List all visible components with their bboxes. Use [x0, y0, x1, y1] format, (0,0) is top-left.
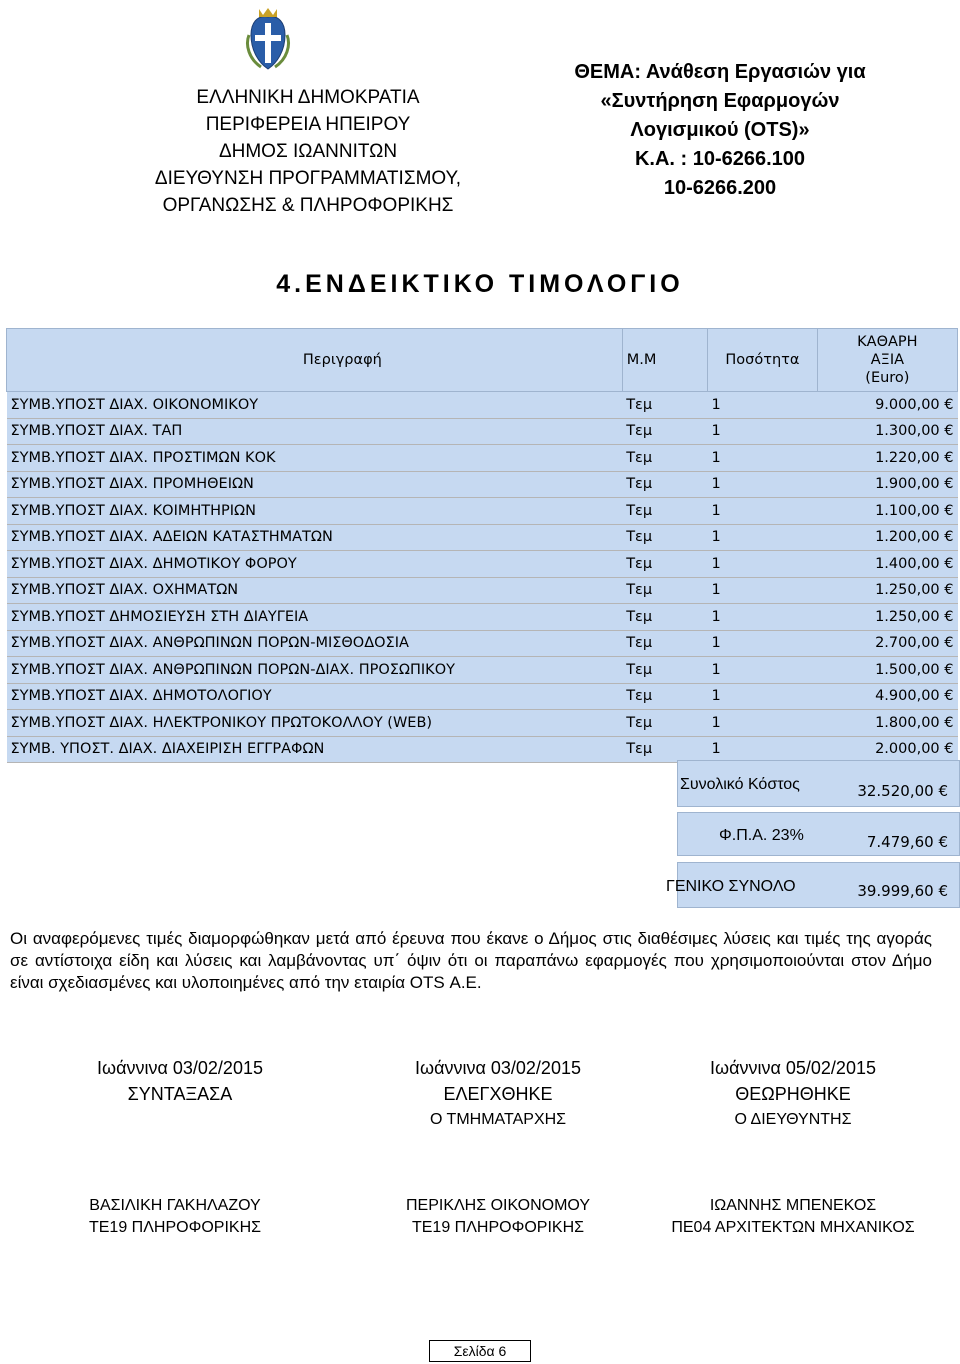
cell-unit: Τεμ [622, 392, 707, 419]
table-row [7, 604, 958, 631]
table-row [7, 498, 958, 525]
euro-icon: € [944, 449, 954, 466]
cell-description: ΣΥΜΒ.ΥΠΟΣΤ ΔΙΑΧ. ΚΟΙΜΗΤΗΡΙΩΝ [7, 498, 623, 525]
header-description: Περιγραφή [7, 329, 623, 392]
vat-label: Φ.Π.Α. 23% [719, 827, 804, 844]
cell-quantity: 1 [708, 551, 818, 578]
table-row [7, 445, 958, 472]
cell-unit: Τεμ [622, 551, 707, 578]
cell-unit: Τεμ [622, 683, 707, 710]
table-row [7, 736, 958, 763]
subject-block [515, 58, 925, 203]
cell-value [817, 657, 957, 684]
euro-icon: € [944, 476, 954, 493]
header-value-line: ΚΑΘΑΡΗ [857, 334, 918, 350]
document-title: 4.ΕΝΔΕΙΚΤΙΚΟ ΤΙΜΟΛΟΓΙΟ [276, 270, 684, 298]
signature-date: Ιωάννινα 05/02/2015 [710, 1058, 876, 1078]
page-number: Σελίδα 6 [429, 1340, 531, 1362]
subject-line: «Συντήρηση Εφαρμογών [600, 90, 840, 112]
cell-value [817, 524, 957, 551]
euro-icon: € [944, 608, 954, 625]
signatory-block [338, 1195, 658, 1239]
table-row [7, 577, 958, 604]
cell-amount: 1.250,00 [875, 582, 940, 599]
cell-amount: 1.250,00 [875, 608, 940, 625]
cell-description: ΣΥΜΒ.ΥΠΟΣΤ ΔΙΑΧ. ΔΗΜΟΤΟΛΟΓΙΟΥ [7, 683, 623, 710]
header-value [817, 329, 957, 392]
total-amount: 32.520,00 [857, 782, 934, 800]
cell-quantity: 1 [708, 736, 818, 763]
signatory-block [15, 1195, 335, 1239]
table-row [7, 683, 958, 710]
issuer-line: ΠΕΡΙΦΕΡΕΙΑ ΗΠΕΙΡΟΥ [205, 114, 411, 135]
euro-icon: € [938, 882, 948, 900]
cell-amount: 1.500,00 [875, 661, 940, 678]
cell-description: ΣΥΜΒ.ΥΠΟΣΤ ΔΙΑΧ. ΠΡΟΜΗΘΕΙΩΝ [7, 471, 623, 498]
vat-amount: 7.479,60 [866, 833, 934, 851]
cell-description: ΣΥΜΒ.ΥΠΟΣΤ ΔΙΑΧ. ΠΡΟΣΤΙΜΩΝ ΚΟΚ [7, 445, 623, 472]
signature-block [348, 1055, 648, 1133]
pricing-note: Οι αναφερόμενες τιμές διαμορφώθηκαν μετά από έρευνα που έκανε ο Δήμος στις διαθέσιμες λύσεις και τιμές της αγοράς σε αντίστοιχα είδη και λύσεις και λαμβάνοντας υπ΄ όψιν ότι οι παραπάνω εφαρμογές που χρησιμοποιούνται στον Δήμο είναι σχεδιασμένες και υλοποιημένες από την εταιρία OTS Α.Ε. [10, 929, 932, 992]
euro-icon: € [944, 423, 954, 440]
cell-amount: 1.220,00 [875, 449, 940, 466]
cell-value [817, 418, 957, 445]
euro-icon: € [944, 661, 954, 678]
cell-amount: 1.200,00 [875, 529, 940, 546]
signatory-block [633, 1195, 953, 1239]
subject-line: ΘΕΜΑ: Ανάθεση Εργασιών για [574, 61, 866, 83]
subject-line: Κ.Α. : 10-6266.100 [634, 148, 806, 170]
signature-title: Ο ΤΜΗΜΑΤΑΡΧΗΣ [429, 1111, 567, 1128]
table-row [7, 710, 958, 737]
euro-icon: € [944, 502, 954, 519]
cell-unit: Τεμ [622, 418, 707, 445]
euro-icon: € [944, 582, 954, 599]
euro-icon: € [944, 714, 954, 731]
cell-description: ΣΥΜΒ.ΥΠΟΣΤ ΔΙΑΧ. ΟΧΗΜΑΤΩΝ [7, 577, 623, 604]
table-row [7, 657, 958, 684]
signature-role: ΕΛΕΓΧΘΗΚΕ [443, 1084, 553, 1104]
cell-quantity: 1 [708, 683, 818, 710]
cell-value [817, 630, 957, 657]
cell-quantity: 1 [708, 657, 818, 684]
cell-quantity: 1 [708, 710, 818, 737]
signature-block [30, 1055, 330, 1107]
cell-value [817, 683, 957, 710]
signature-date: Ιωάννινα 03/02/2015 [415, 1058, 581, 1078]
cell-value [817, 392, 957, 419]
cell-quantity: 1 [708, 524, 818, 551]
cell-unit: Τεμ [622, 445, 707, 472]
table-header-row [7, 329, 958, 392]
euro-icon: € [938, 782, 948, 800]
signature-role: ΣΥΝΤΑΞΑΣΑ [127, 1084, 233, 1104]
euro-icon: € [944, 396, 954, 413]
cell-description: ΣΥΜΒ.ΥΠΟΣΤ ΔΙΑΧ. ΟΙΚΟΝΟΜΙΚΟΥ [7, 392, 623, 419]
signatory-name: ΒΑΣΙΛΙΚΗ ΓΑΚΗΛΑΖΟΥ [89, 1197, 261, 1214]
table-row [7, 418, 958, 445]
cell-unit: Τεμ [622, 736, 707, 763]
cell-value [817, 445, 957, 472]
issuer-line: ΕΛΛΗΝΙΚΗ ΔΗΜΟΚΡΑΤΙΑ [196, 87, 420, 108]
subject-line: Λογισμικού (OTS)» [630, 119, 810, 141]
issuer-line: ΟΡΓΑΝΩΣΗΣ & ΠΛΗΡΟΦΟΡΙΚΗΣ [162, 195, 454, 216]
cell-quantity: 1 [708, 445, 818, 472]
total-label: Συνολικό Κόστος [680, 776, 800, 793]
grand-total-value [830, 882, 948, 900]
signatory-rank: ΠΕ04 ΑΡΧΙΤΕΚΤΩΝ ΜΗΧΑΝΙΚΟΣ [671, 1219, 915, 1236]
cell-description: ΣΥΜΒ.ΥΠΟΣΤ ΔΙΑΧ. ΑΝΘΡΩΠΙΝΩΝ ΠΟΡΩΝ-ΜΙΣΘΟΔΟΣΙΑ [7, 630, 623, 657]
cell-amount: 2.000,00 [875, 741, 940, 758]
grand-total-label: ΓΕΝΙΚΟ ΣΥΝΟΛΟ [666, 878, 796, 895]
cell-amount: 1.900,00 [875, 476, 940, 493]
cell-unit: Τεμ [622, 577, 707, 604]
cell-description: ΣΥΜΒ.ΥΠΟΣΤ ΔΙΑΧ. ΗΛΕΚΤΡΟΝΙΚΟΥ ΠΡΩΤΟΚΟΛΛΟΥ (WEB) [7, 710, 623, 737]
cell-amount: 1.400,00 [875, 555, 940, 572]
table-row [7, 551, 958, 578]
total-value [830, 782, 948, 800]
euro-icon: € [944, 688, 954, 705]
price-table [6, 328, 958, 763]
issuer-line: ΔΙΕΥΘΥΝΣΗ ΠΡΟΓΡΑΜΜΑΤΙΣΜΟΥ, [154, 168, 462, 189]
cell-amount: 1.300,00 [875, 423, 940, 440]
header-quantity: Ποσότητα [708, 329, 818, 392]
cell-unit: Τεμ [622, 630, 707, 657]
cell-quantity: 1 [708, 577, 818, 604]
euro-icon: € [944, 555, 954, 572]
cell-description: ΣΥΜΒ.ΥΠΟΣΤ ΔΙΑΧ. ΑΝΘΡΩΠΙΝΩΝ ΠΟΡΩΝ-ΔΙΑΧ. ΠΡΟΣΩΠΙΚΟΥ [7, 657, 623, 684]
signatory-rank: ΤΕ19 ΠΛΗΡΟΦΟΡΙΚΗΣ [88, 1219, 262, 1236]
signature-date: Ιωάννινα 03/02/2015 [97, 1058, 263, 1078]
table-row [7, 392, 958, 419]
cell-description: ΣΥΜΒ.ΥΠΟΣΤ ΔΙΑΧ. ΔΗΜΟΤΙΚΟΥ ΦΟΡΟΥ [7, 551, 623, 578]
signature-title: Ο ΔΙΕΥΘΥΝΤΗΣ [734, 1111, 852, 1128]
table-row [7, 524, 958, 551]
cell-unit: Τεμ [622, 524, 707, 551]
cell-quantity: 1 [708, 392, 818, 419]
header-value-line: (Euro) [865, 370, 910, 386]
cell-quantity: 1 [708, 630, 818, 657]
table-row [7, 630, 958, 657]
issuer-line: ΔΗΜΟΣ ΙΩΑΝΝΙΤΩΝ [218, 141, 398, 162]
euro-icon: € [944, 741, 954, 758]
cell-description: ΣΥΜΒ.ΥΠΟΣΤ ΔΙΑΧ. ΤΑΠ [7, 418, 623, 445]
table-row [7, 471, 958, 498]
cell-unit: Τεμ [622, 604, 707, 631]
signature-block [643, 1055, 943, 1133]
signatory-rank: ΤΕ19 ΠΛΗΡΟΦΟΡΙΚΗΣ [411, 1219, 585, 1236]
cell-unit: Τεμ [622, 710, 707, 737]
greek-coat-of-arms-icon [243, 5, 293, 75]
cell-value [817, 471, 957, 498]
euro-icon: € [938, 833, 948, 851]
cell-quantity: 1 [708, 471, 818, 498]
cell-description: ΣΥΜΒ.ΥΠΟΣΤ ΔΗΜΟΣΙΕΥΣΗ ΣΤΗ ΔΙΑΥΓΕΙΑ [7, 604, 623, 631]
cell-quantity: 1 [708, 498, 818, 525]
cell-value [817, 577, 957, 604]
cell-description: ΣΥΜΒ.ΥΠΟΣΤ ΔΙΑΧ. ΑΔΕΙΩΝ ΚΑΤΑΣΤΗΜΑΤΩΝ [7, 524, 623, 551]
cell-value [817, 736, 957, 763]
signatory-name: ΠΕΡΙΚΛΗΣ ΟΙΚΟΝΟΜΟΥ [405, 1197, 591, 1214]
cell-amount: 9.000,00 [875, 396, 940, 413]
cell-value [817, 710, 957, 737]
cell-amount: 1.100,00 [875, 502, 940, 519]
grand-total-amount: 39.999,60 [857, 882, 934, 900]
vat-value [830, 833, 948, 851]
signatory-name: ΙΩΑΝΝΗΣ ΜΠΕΝΕΚΟΣ [709, 1197, 877, 1214]
signature-role: ΘΕΩΡΗΘΗΚΕ [735, 1084, 851, 1104]
cell-amount: 2.700,00 [875, 635, 940, 652]
cell-value [817, 498, 957, 525]
euro-icon: € [944, 635, 954, 652]
cell-amount: 1.800,00 [875, 714, 940, 731]
cell-value [817, 551, 957, 578]
cell-quantity: 1 [708, 604, 818, 631]
subject-line: 10-6266.200 [663, 177, 777, 199]
header-value-line: ΑΞΙΑ [870, 352, 905, 368]
cell-unit: Τεμ [622, 657, 707, 684]
cell-unit: Τεμ [622, 471, 707, 498]
issuer-block [118, 84, 498, 219]
cell-unit: Τεμ [622, 498, 707, 525]
cell-quantity: 1 [708, 418, 818, 445]
cell-value [817, 604, 957, 631]
cell-amount: 4.900,00 [875, 688, 940, 705]
header-unit: Μ.Μ [622, 329, 707, 392]
euro-icon: € [944, 529, 954, 546]
cell-description: ΣΥΜΒ. ΥΠΟΣΤ. ΔΙΑΧ. ΔΙΑΧΕΙΡΙΣΗ ΕΓΓΡΑΦΩΝ [7, 736, 623, 763]
